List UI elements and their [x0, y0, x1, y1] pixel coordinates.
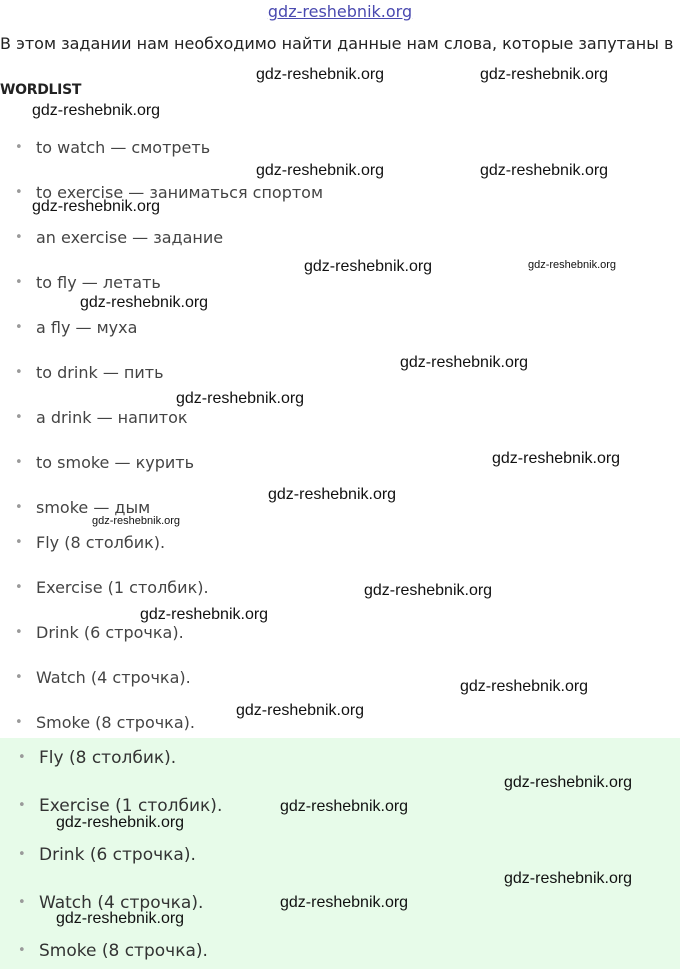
watermark: gdz-reshebnik.org	[32, 102, 161, 119]
watermark: gdz-reshebnik.org	[480, 162, 609, 179]
watermark: gdz-reshebnik.org	[256, 66, 385, 83]
watermark: gdz-reshebnik.org	[528, 259, 617, 271]
watermark: gdz-reshebnik.org	[460, 678, 589, 695]
watermark: gdz-reshebnik.org	[280, 894, 409, 911]
watermark: gdz-reshebnik.org	[140, 606, 269, 623]
answers-highlight-box: Fly (8 столбик). Exercise (1 столбик). Drink (6 строчка). Watch (4 строчка). Smoke (8 строчка).	[0, 738, 680, 969]
intro-text: В этом задании нам необходимо найти данные нам слова, которые запутаны в	[0, 34, 674, 53]
watermark: gdz-reshebnik.org	[400, 354, 529, 371]
watermark: gdz-reshebnik.org	[504, 870, 633, 887]
watermark: gdz-reshebnik.org	[504, 774, 633, 791]
watermark: gdz-reshebnik.org	[56, 814, 185, 831]
watermark: gdz-reshebnik.org	[176, 390, 305, 407]
watermark: gdz-reshebnik.org	[364, 582, 493, 599]
watermark: gdz-reshebnik.org	[92, 515, 181, 527]
watermark: gdz-reshebnik.org	[268, 486, 397, 503]
watermark: gdz-reshebnik.org	[236, 702, 365, 719]
wordlist-heading: WORDLIST	[0, 82, 82, 98]
watermark: gdz-reshebnik.org	[256, 162, 385, 179]
watermark: gdz-reshebnik.org	[32, 198, 161, 215]
watermark: gdz-reshebnik.org	[280, 798, 409, 815]
watermark: gdz-reshebnik.org	[480, 66, 609, 83]
watermark: gdz-reshebnik.org	[56, 910, 185, 927]
watermark: gdz-reshebnik.org	[80, 294, 209, 311]
watermark: gdz-reshebnik.org	[492, 450, 621, 467]
watermark: gdz-reshebnik.org	[304, 258, 433, 275]
site-link[interactable]: gdz-reshebnik.org	[267, 2, 413, 21]
